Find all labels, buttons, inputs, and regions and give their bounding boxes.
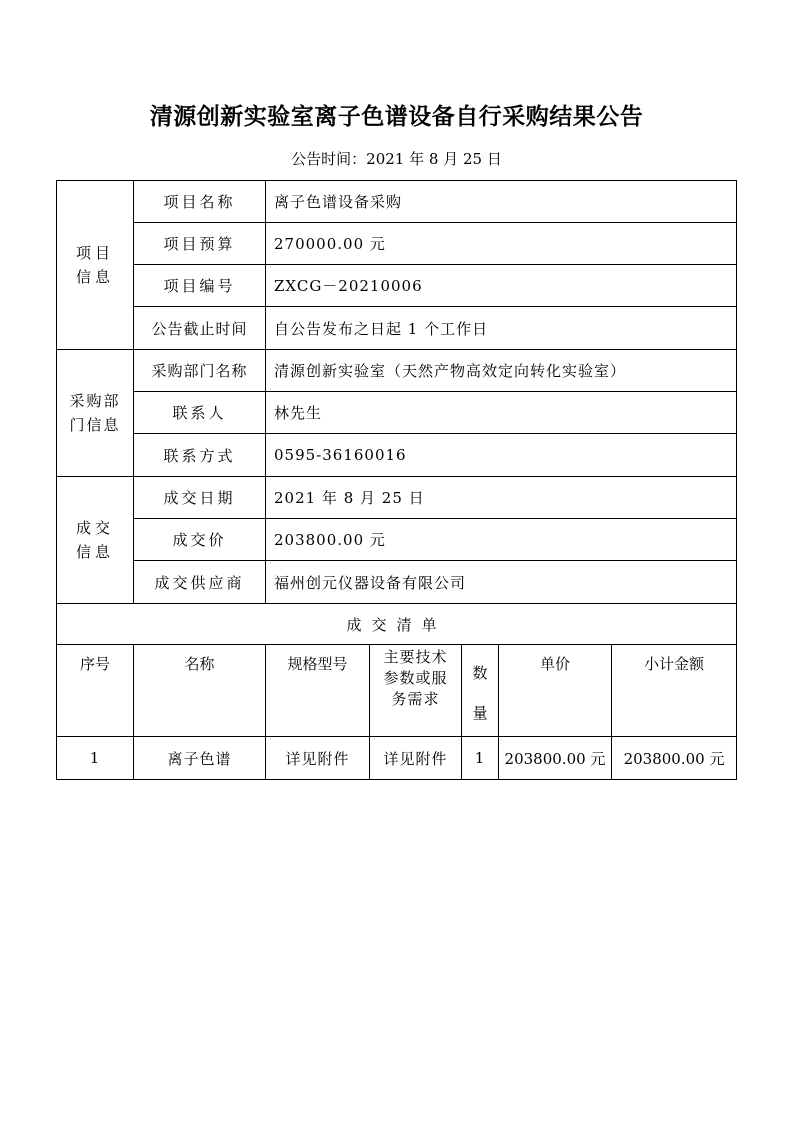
- item-params: 详见附件: [370, 737, 462, 780]
- deal-date-value: 2021 年 8 月 25 日: [266, 477, 737, 519]
- column-header-qty: 数 量: [462, 645, 499, 737]
- project-budget-row: [57, 223, 737, 265]
- publish-time: 公告时间：2021 年 8 月 25 日: [291, 150, 502, 168]
- column-header-seq: 序号: [57, 645, 134, 737]
- column-header-unit-price: 单价: [499, 645, 612, 737]
- contact-person-value: 林先生: [266, 392, 737, 434]
- item-seq: 1: [57, 737, 134, 780]
- project-name-value: 离子色谱设备采购: [266, 181, 737, 223]
- column-header-subtotal: 小计金额: [612, 645, 737, 737]
- procurement-result-table: [56, 180, 737, 780]
- table-row: [57, 737, 737, 780]
- deal-supplier-value: 福州创元仪器设备有限公司: [266, 561, 737, 604]
- deal-supplier-row: [57, 561, 737, 604]
- project-number-value: ZXCG－20210006: [266, 265, 737, 307]
- dept-info-section-label: 采购部 门信息: [57, 350, 134, 477]
- column-header-params: 主要技术 参数或服 务需求: [370, 645, 462, 737]
- project-name-row: [57, 181, 737, 223]
- project-budget-value: 270000.00 元: [266, 223, 737, 265]
- project-budget-label: 项目预算: [134, 223, 266, 265]
- contact-method-label: 联系方式: [134, 434, 266, 477]
- item-subtotal: 203800.00 元: [612, 737, 737, 780]
- contact-method-row: [57, 434, 737, 477]
- contact-person-label: 联系人: [134, 392, 266, 434]
- deal-price-label: 成交价: [134, 519, 266, 561]
- project-number-row: [57, 265, 737, 307]
- item-unit-price: 203800.00 元: [499, 737, 612, 780]
- project-info-section-label: 项目 信息: [57, 181, 134, 350]
- contact-person-row: [57, 392, 737, 434]
- dept-name-value: 清源创新实验室（天然产物高效定向转化实验室）: [266, 350, 737, 392]
- deadline-label: 公告截止时间: [134, 307, 266, 350]
- deal-price-row: [57, 519, 737, 561]
- deal-info-section-label: 成交 信息: [57, 477, 134, 604]
- item-name: 离子色谱: [134, 737, 266, 780]
- deal-list-heading: 成交清单: [57, 604, 737, 645]
- deal-supplier-label: 成交供应商: [134, 561, 266, 604]
- project-number-label: 项目编号: [134, 265, 266, 307]
- column-header-spec: 规格型号: [266, 645, 370, 737]
- deal-date-row: [57, 477, 737, 519]
- deal-list-column-header-row: [57, 645, 737, 737]
- deal-list-heading-row: [57, 604, 737, 645]
- item-qty: 1: [462, 737, 499, 780]
- dept-name-row: [57, 350, 737, 392]
- deadline-row: [57, 307, 737, 350]
- document-title: 清源创新实验室离子色谱设备自行采购结果公告: [149, 103, 644, 130]
- item-spec: 详见附件: [266, 737, 370, 780]
- dept-name-label: 采购部门名称: [134, 350, 266, 392]
- deal-date-label: 成交日期: [134, 477, 266, 519]
- deadline-value: 自公告发布之日起 1 个工作日: [266, 307, 737, 350]
- project-name-label: 项目名称: [134, 181, 266, 223]
- contact-method-value: 0595-36160016: [266, 434, 737, 477]
- deal-price-value: 203800.00 元: [266, 519, 737, 561]
- column-header-name: 名称: [134, 645, 266, 737]
